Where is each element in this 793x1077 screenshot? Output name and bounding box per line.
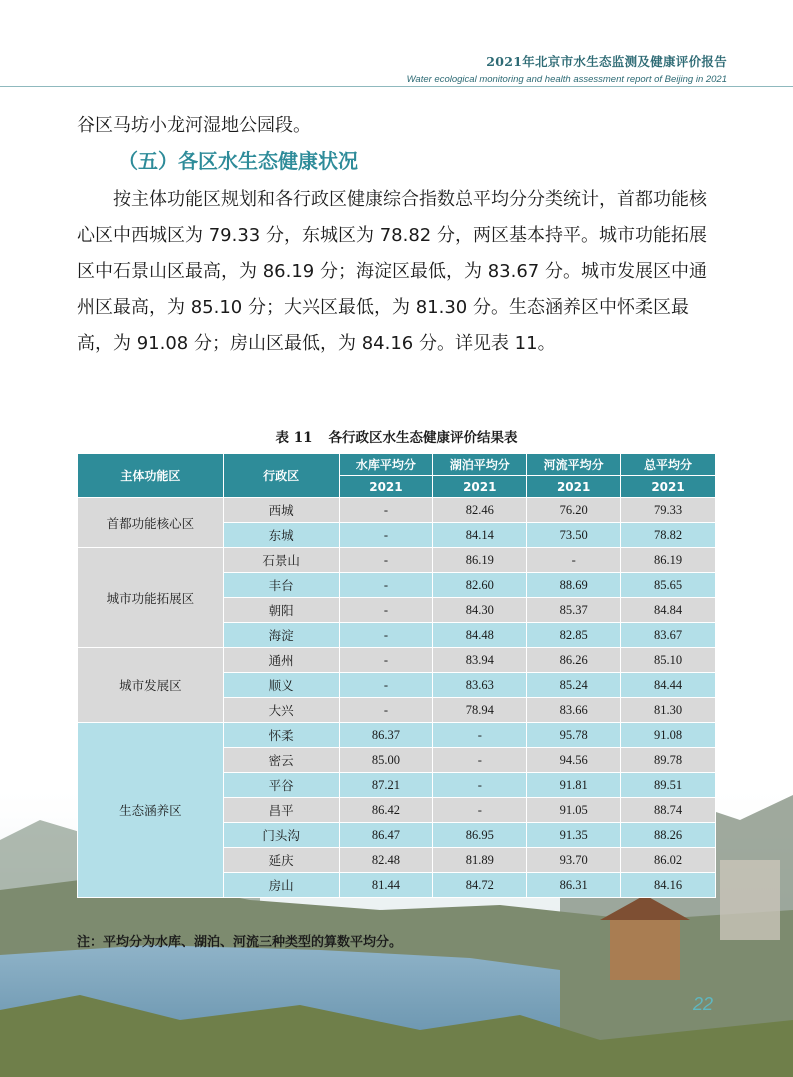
zone-cell: 首都功能核心区 [78,498,224,548]
total-cell: 78.82 [621,523,716,548]
river-cell: 76.20 [527,498,621,523]
district-cell: 石景山 [223,548,339,573]
district-cell: 海淀 [223,623,339,648]
body-paragraph: 按主体功能区规划和各行政区健康综合指数总平均分分类统计，首都功能核心区中西城区为 79.33 分，东城区为 78.82 分，两区基本持平。城市功能拓展区中石景山区最高，为 86.19 分；海淀区最低，为 83.67 分。城市发展区中通州区最高，为 85.10 分；大兴区最低，为 81.30 分。生态涵养区中怀柔区最高，为 91.08 分；房山区最低，为 84.16 分。详见表 11。 [77,189,707,354]
col-lake-header: 湖泊平均分 [433,454,527,476]
table-note: 注：平均分为水库、湖泊、河流三种类型的算数平均分。 [77,935,403,950]
zone-cell: 城市功能拓展区 [78,548,224,648]
reservoir-cell: 81.44 [339,873,433,898]
river-cell: 91.05 [527,798,621,823]
year-header: 2021 [527,476,621,498]
lake-cell: 86.19 [433,548,527,573]
reservoir-cell: - [339,673,433,698]
total-cell: 89.78 [621,748,716,773]
district-cell: 门头沟 [223,823,339,848]
page-header [407,52,727,85]
col-reservoir-header: 水库平均分 [339,454,433,476]
total-cell: 84.16 [621,873,716,898]
total-cell: 88.74 [621,798,716,823]
river-cell: 85.24 [527,673,621,698]
district-cell: 丰台 [223,573,339,598]
district-cell: 房山 [223,873,339,898]
zone-cell: 城市发展区 [78,648,224,723]
reservoir-cell: - [339,623,433,648]
total-cell: 84.84 [621,598,716,623]
total-cell: 86.19 [621,548,716,573]
river-cell: 93.70 [527,848,621,873]
col-zone-header: 主体功能区 [78,454,224,498]
table-row [78,498,716,523]
river-cell: 73.50 [527,523,621,548]
reservoir-cell: 86.37 [339,723,433,748]
lake-cell: 84.72 [433,873,527,898]
district-cell: 密云 [223,748,339,773]
river-cell: 86.31 [527,873,621,898]
lake-cell: 86.95 [433,823,527,848]
district-cell: 顺义 [223,673,339,698]
total-cell: 85.10 [621,648,716,673]
table-number: 表 11 [275,430,313,446]
lake-cell: 82.46 [433,498,527,523]
river-cell: 91.35 [527,823,621,848]
river-cell: 85.37 [527,598,621,623]
reservoir-cell: - [339,648,433,673]
district-cell: 西城 [223,498,339,523]
total-cell: 88.26 [621,823,716,848]
section-heading: （五）各区水生态健康状况 [118,149,358,173]
district-cell: 大兴 [223,698,339,723]
lake-cell: 84.48 [433,623,527,648]
district-cell: 东城 [223,523,339,548]
reservoir-cell: - [339,573,433,598]
lake-cell: - [433,773,527,798]
table-title: 各行政区水生态健康评价结果表 [328,430,518,446]
reservoir-cell: 86.42 [339,798,433,823]
lake-cell: 84.30 [433,598,527,623]
reservoir-cell: - [339,548,433,573]
total-cell: 85.65 [621,573,716,598]
river-cell: 88.69 [527,573,621,598]
lake-cell: - [433,723,527,748]
reservoir-cell: 82.48 [339,848,433,873]
total-cell: 79.33 [621,498,716,523]
river-cell: 94.56 [527,748,621,773]
table-row [78,548,716,573]
reservoir-cell: - [339,698,433,723]
reservoir-cell: - [339,498,433,523]
page-number: 22 [693,994,714,1014]
table-row [78,723,716,748]
lake-cell: - [433,798,527,823]
table-caption [0,426,793,446]
year-header: 2021 [433,476,527,498]
lake-cell: 82.60 [433,573,527,598]
district-health-table [77,453,716,898]
lake-cell: 84.14 [433,523,527,548]
reservoir-cell: 85.00 [339,748,433,773]
total-cell: 83.67 [621,623,716,648]
total-cell: 84.44 [621,673,716,698]
intro-line: 谷区马坊小龙河湿地公园段。 [77,115,311,136]
year-header: 2021 [339,476,433,498]
district-cell: 平谷 [223,773,339,798]
lake-cell: 83.63 [433,673,527,698]
report-title-cn: 2021年北京市水生态监测及健康评价报告 [486,54,727,69]
river-cell: - [527,548,621,573]
table-row [78,648,716,673]
district-cell: 昌平 [223,798,339,823]
col-district-header: 行政区 [223,454,339,498]
lake-cell: 78.94 [433,698,527,723]
lake-cell: 83.94 [433,648,527,673]
district-cell: 延庆 [223,848,339,873]
river-cell: 91.81 [527,773,621,798]
total-cell: 86.02 [621,848,716,873]
table-body [78,498,716,898]
reservoir-cell: - [339,598,433,623]
district-cell: 怀柔 [223,723,339,748]
river-cell: 83.66 [527,698,621,723]
river-cell: 86.26 [527,648,621,673]
col-river-header: 河流平均分 [527,454,621,476]
river-cell: 82.85 [527,623,621,648]
lake-cell: 81.89 [433,848,527,873]
total-cell: 89.51 [621,773,716,798]
zone-cell: 生态涵养区 [78,723,224,898]
report-title-en: Water ecological monitoring and health assessment report of Beijing in 2021 [406,74,727,85]
lake-cell: - [433,748,527,773]
reservoir-cell: 86.47 [339,823,433,848]
district-cell: 通州 [223,648,339,673]
year-header: 2021 [621,476,716,498]
reservoir-cell: - [339,523,433,548]
reservoir-cell: 87.21 [339,773,433,798]
river-cell: 95.78 [527,723,621,748]
col-total-header: 总平均分 [621,454,716,476]
district-cell: 朝阳 [223,598,339,623]
total-cell: 91.08 [621,723,716,748]
total-cell: 81.30 [621,698,716,723]
header-divider [0,86,793,87]
